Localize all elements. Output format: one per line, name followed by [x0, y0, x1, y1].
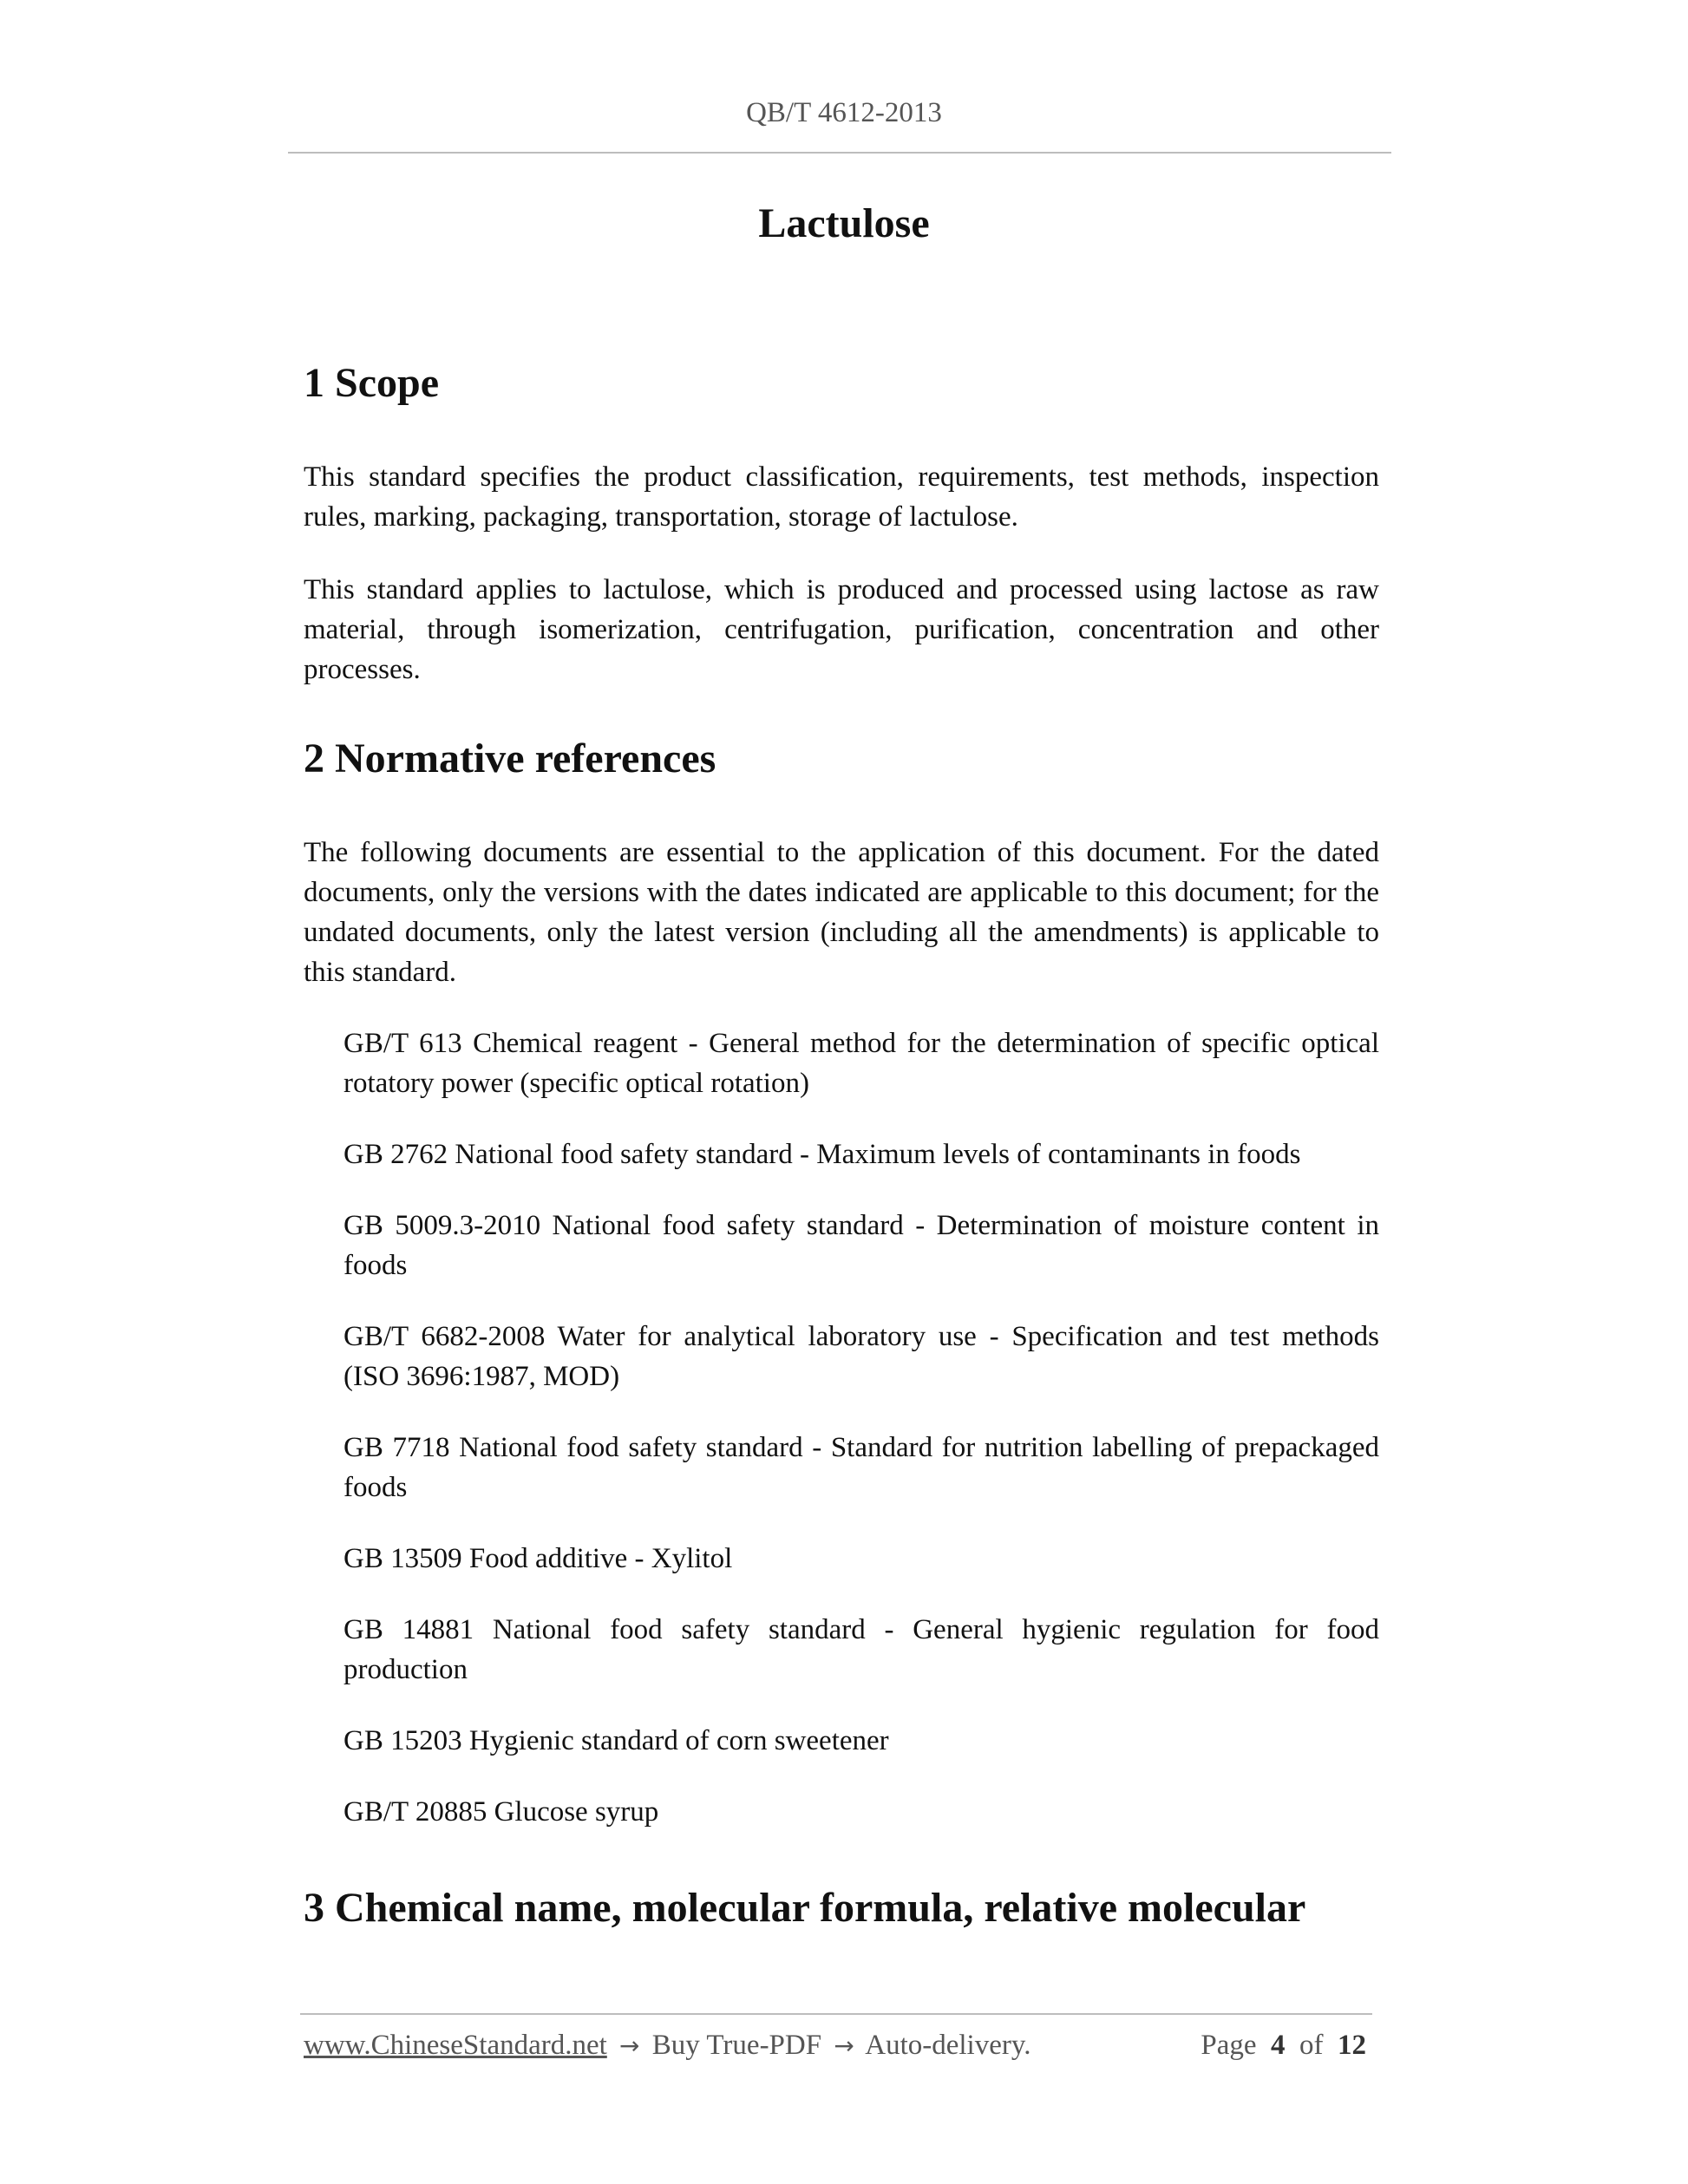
document-code: QB/T 4612-2013	[746, 97, 942, 128]
reference-item: GB 14881 National food safety standard - General hygienic regulation for food production	[343, 1614, 1379, 1685]
header-divider	[288, 152, 1391, 154]
reference-item: GB/T 6682-2008 Water for analytical laboratory use - Specification and test methods (ISO 3696:1987, MOD)	[343, 1321, 1379, 1392]
normative-intro: The following documents are essential to the application of this document. For the dated documents, only the versions with the dates indicated are applicable to this document; for the undated documents, only the latest version (including all the amendments) is applicable to this standard.	[304, 837, 1379, 988]
page-label: Page	[1201, 2030, 1257, 2061]
scope-paragraph-1: This standard specifies the product classification, requirements, test methods, inspection rules, marking, packaging, transportation, storage of lactulose.	[304, 461, 1379, 533]
site-link[interactable]: www.ChineseStandard.net	[304, 2030, 607, 2061]
page-total: 12	[1338, 2030, 1366, 2061]
scope-body-2	[304, 570, 1379, 690]
reference-list	[304, 1023, 1379, 1863]
section-scope	[304, 357, 1379, 409]
page-indicator	[1201, 2030, 1366, 2062]
reference-item: GB 5009.3-2010 National food safety standard - Determination of moisture content in foods	[343, 1210, 1379, 1281]
section-chemical	[304, 1882, 1379, 1934]
footer-promo	[304, 2030, 1030, 2062]
section-heading-chemical: 3 Chemical name, molecular formula, relative molecular	[304, 1885, 1306, 1931]
section-normative	[304, 733, 1379, 785]
scope-paragraph-2: This standard applies to lactulose, which is produced and processed using lactose as raw material, through isomerization, centrifugation, purification, concentration and other processes.	[304, 574, 1379, 685]
section-heading-scope: 1 Scope	[304, 360, 439, 406]
of-label: of	[1299, 2030, 1324, 2061]
footer-divider	[300, 2013, 1372, 2015]
arrow-right-icon: →	[619, 2031, 640, 2060]
section-heading-normative: 2 Normative references	[304, 736, 716, 781]
reference-item: GB 13509 Food additive - Xylitol	[343, 1543, 733, 1574]
delivery-text: Auto-delivery.	[865, 2030, 1031, 2061]
reference-item: GB 2762 National food safety standard - Maximum levels of contaminants in foods	[343, 1139, 1301, 1170]
normative-intro-block	[304, 833, 1379, 992]
reference-item: GB 15203 Hygienic standard of corn sweetener	[343, 1725, 889, 1756]
arrow-right-icon: →	[834, 2031, 854, 2060]
reference-item: GB/T 613 Chemical reagent - General method for the determination of specific optical rotatory power (specific optical rotation)	[343, 1028, 1379, 1099]
scope-body	[304, 457, 1379, 537]
buy-text: Buy True-PDF	[651, 2030, 822, 2061]
page-current: 4	[1271, 2030, 1286, 2061]
reference-item: GB 7718 National food safety standard - Standard for nutrition labelling of prepackaged foods	[343, 1432, 1379, 1503]
reference-item: GB/T 20885 Glucose syrup	[343, 1796, 659, 1828]
document-title: Lactulose	[758, 200, 930, 246]
